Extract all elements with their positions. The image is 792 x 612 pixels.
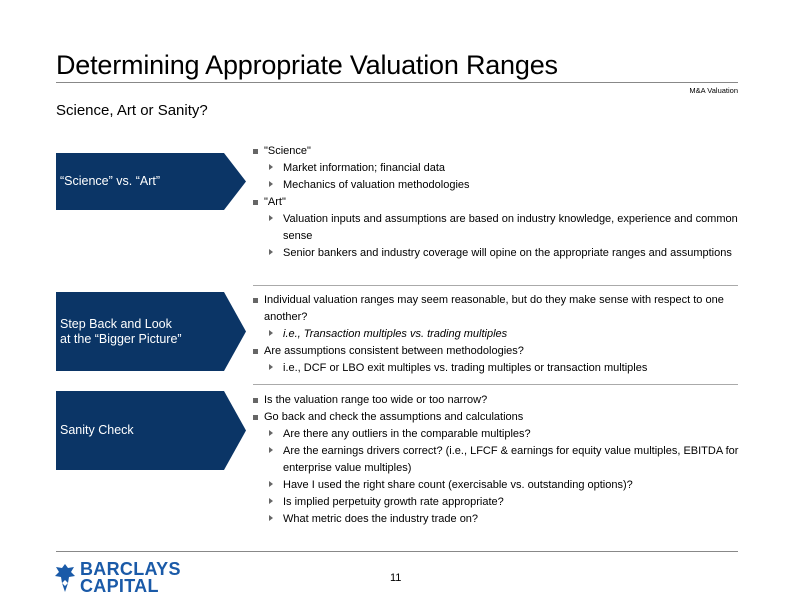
section-1-label-box [56, 153, 226, 210]
section-3-label: Sanity Check [60, 423, 134, 437]
bullet-item: Go back and check the assumptions and calculations [253, 409, 743, 426]
bullet-item: "Art" [253, 194, 743, 211]
footer-rule [56, 551, 738, 552]
section-divider [253, 285, 738, 286]
sub-bullet-item: i.e., Transaction multiples vs. trading multiples [253, 326, 743, 343]
sub-bullet-item: Are there any outliers in the comparable multiples? [253, 426, 743, 443]
section-1-label: “Science” vs. “Art” [60, 174, 161, 188]
section-divider [253, 384, 738, 385]
section-3-list [253, 392, 743, 528]
sub-bullet-item: Market information; financial data [253, 160, 743, 177]
sub-bullet-item: Mechanics of valuation methodologies [253, 177, 743, 194]
bullet-item: Is the valuation range too wide or too narrow? [253, 392, 743, 409]
logo-line1: BARCLAYS [80, 559, 181, 579]
triangle-bullet-icon [269, 330, 273, 336]
section-1-list [253, 143, 743, 262]
page-subtitle: Science, Art or Sanity? [56, 102, 208, 119]
triangle-bullet-icon [269, 215, 273, 221]
section-2-label-line1: Step Back and Look [60, 316, 172, 331]
barclays-capital-logo [54, 561, 181, 595]
bullet-item: Are assumptions consistent between methodologies? [253, 343, 743, 360]
triangle-bullet-icon [269, 164, 273, 170]
bullet-item: "Science" [253, 143, 743, 160]
section-2-label-line2: at the “Bigger Picture” [60, 331, 182, 346]
triangle-bullet-icon [269, 249, 273, 255]
sub-bullet-item: i.e., DCF or LBO exit multiples vs. trading multiples or transaction multiples [253, 360, 743, 377]
title-rule [56, 82, 738, 83]
bullet-item: Individual valuation ranges may seem reasonable, but do they make sense with respect to one another? [253, 292, 743, 326]
triangle-bullet-icon [269, 481, 273, 487]
section-3-label-box [56, 391, 226, 470]
eagle-icon [54, 563, 76, 593]
sub-bullet-item: Valuation inputs and assumptions are based on industry knowledge, experience and common sense [253, 211, 743, 245]
triangle-bullet-icon [269, 181, 273, 187]
logo-line2: CAPITAL [80, 576, 159, 596]
sub-bullet-item: Is implied perpetuity growth rate appropriate? [253, 494, 743, 511]
triangle-bullet-icon [269, 515, 273, 521]
page-number: 11 [390, 572, 402, 584]
section-tag: M&A Valuation [689, 86, 738, 95]
triangle-bullet-icon [269, 430, 273, 436]
triangle-bullet-icon [269, 447, 273, 453]
sub-bullet-item: Have I used the right share count (exercisable vs. outstanding options)? [253, 477, 743, 494]
triangle-bullet-icon [269, 498, 273, 504]
sub-bullet-item: Are the earnings drivers correct? (i.e., LFCF & earnings for equity value multiples, EBITDA for enterprise value multiples) [253, 443, 743, 477]
section-2-list [253, 292, 743, 377]
sub-bullet-item: What metric does the industry trade on? [253, 511, 743, 528]
page-title: Determining Appropriate Valuation Ranges [56, 50, 558, 80]
section-2-label-box [56, 292, 226, 371]
sub-bullet-item: Senior bankers and industry coverage will opine on the appropriate ranges and assumptions [253, 245, 743, 262]
triangle-bullet-icon [269, 364, 273, 370]
